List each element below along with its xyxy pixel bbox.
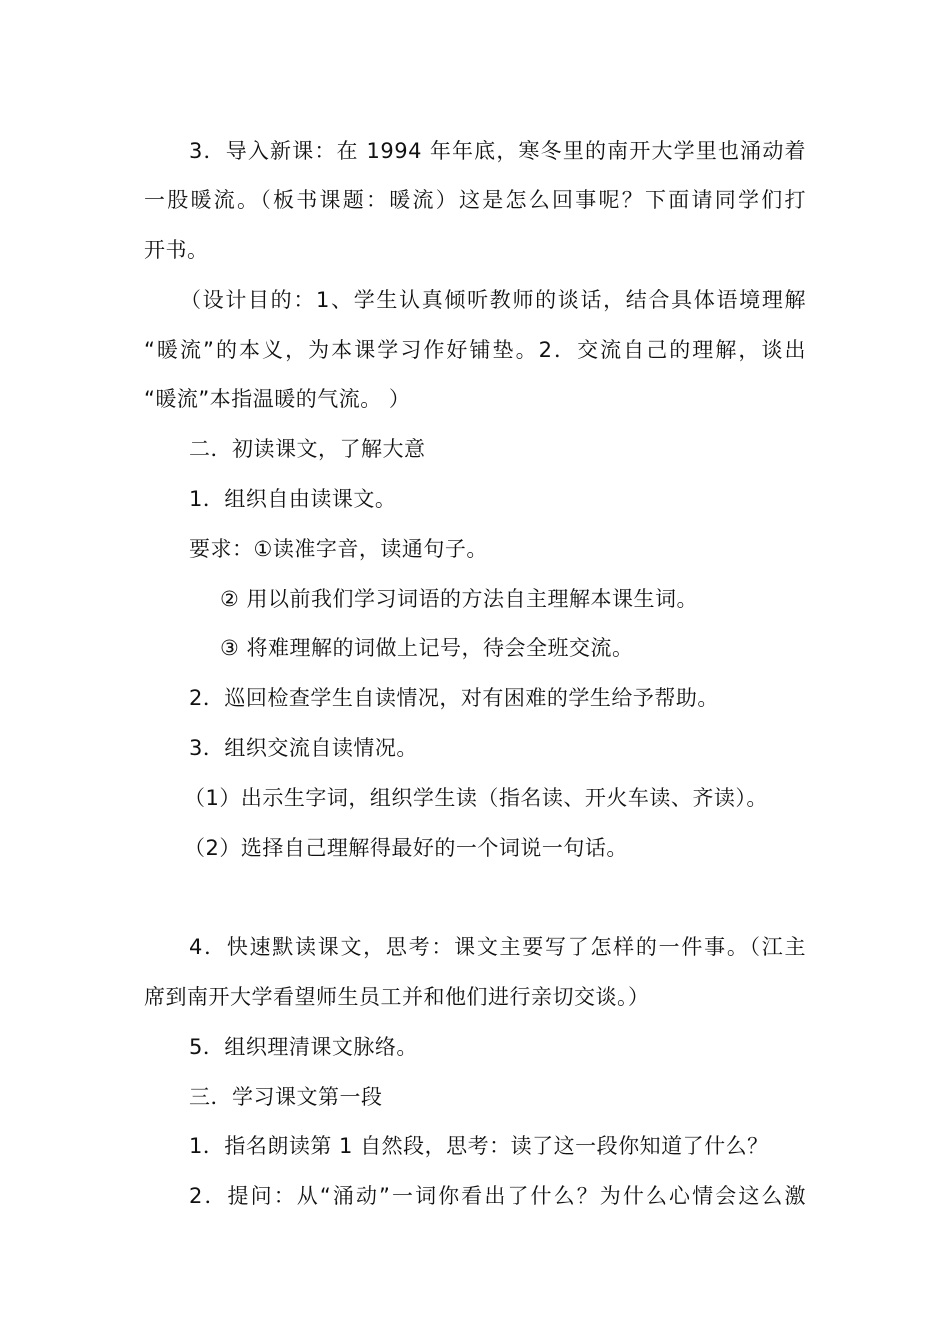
paragraph-line: 5．组织理清课文脉络。 <box>189 1035 418 1059</box>
paragraph-line: 2．提问：从“涌动”一词你看出了什么？为什么心情会这么激 <box>189 1184 806 1208</box>
paragraph-line: （设计目的：1、学生认真倾听教师的谈话，结合具体语境理解 <box>180 288 806 312</box>
paragraph-line: 4．快速默读课文，思考：课文主要写了怎样的一件事。（江主 <box>189 935 806 959</box>
section-heading: 三．学习课文第一段 <box>189 1085 383 1109</box>
paragraph-line: ② 用以前我们学习词语的方法自主理解本课生词。 <box>220 587 698 611</box>
paragraph-line: 要求：①读准字音，读通句子。 <box>189 537 488 561</box>
paragraph-line: “暖流”的本义，为本课学习作好铺垫。2．交流自己的理解，谈出 <box>144 338 806 362</box>
paragraph-line: 2．巡回检查学生自读情况，对有困难的学生给予帮助。 <box>189 686 719 710</box>
paragraph-line: 1．指名朗读第 1 自然段，思考：读了这一段你知道了什么？ <box>189 1134 769 1158</box>
section-heading: 二．初读课文，了解大意 <box>189 437 426 461</box>
paragraph-line: 一股暖流。（板书课题：暖流）这是怎么回事呢？下面请同学们打 <box>144 188 806 212</box>
paragraph-line: 开书。 <box>144 238 209 262</box>
paragraph-line: “暖流”本指温暖的气流。 ） <box>144 387 411 411</box>
paragraph-line: 3．导入新课：在 1994 年年底，寒冬里的南开大学里也涌动着 <box>189 139 806 163</box>
paragraph-line: 3．组织交流自读情况。 <box>189 736 418 760</box>
paragraph-line: ③ 将难理解的词做上记号，待会全班交流。 <box>220 636 634 660</box>
paragraph-line: （2）选择自己理解得最好的一个词说一句话。 <box>184 836 628 860</box>
paragraph-line: 1．组织自由读课文。 <box>189 487 397 511</box>
paragraph-line: （1）出示生字词，组织学生读（指名读、开火车读、齐读）。 <box>184 786 768 810</box>
paragraph-line: 席到南开大学看望师生员工并和他们进行亲切交谈。） <box>144 985 650 1009</box>
